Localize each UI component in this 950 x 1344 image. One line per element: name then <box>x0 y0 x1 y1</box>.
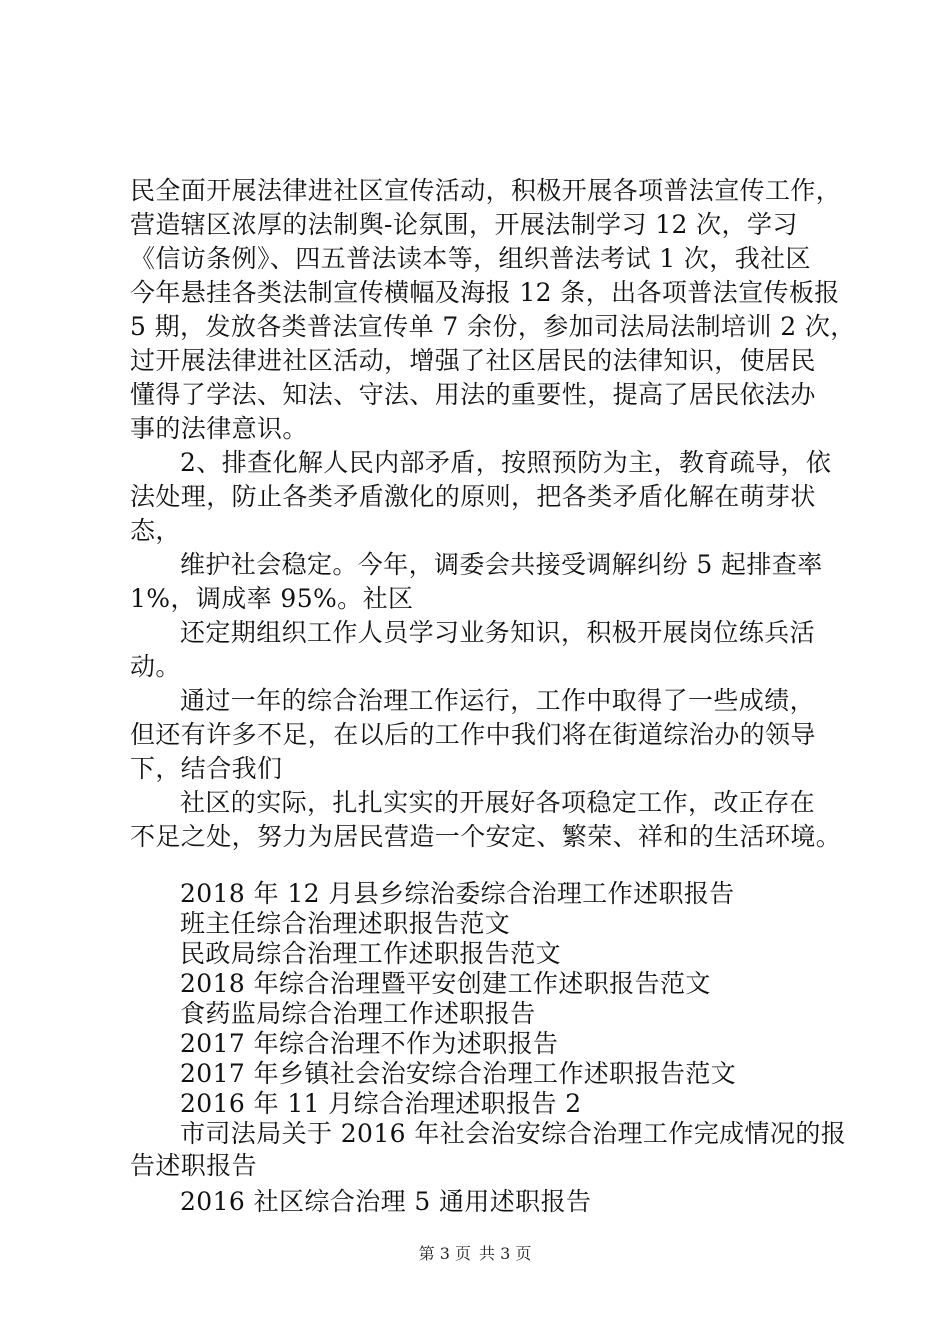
body-line: 事的法律意识。 <box>130 414 308 443</box>
related-link[interactable]: 民政局综合治理工作述职报告范文 <box>180 939 562 968</box>
body-line: 1%，调成率 95%。社区 <box>130 584 414 613</box>
body-line: 动。 <box>130 652 181 681</box>
related-link[interactable]: 2017 年乡镇社会治安综合治理工作述职报告范文 <box>180 1059 737 1088</box>
related-link[interactable]: 2016 社区综合治理 5 通用述职报告 <box>180 1187 592 1216</box>
page-footer <box>0 1244 950 1264</box>
body-line: 还定期组织工作人员学习业务知识，积极开展岗位练兵活 <box>180 618 816 647</box>
body-line: 民全面开展法律进社区宣传活动，积极开展各项普法宣传工作， <box>130 176 842 205</box>
related-link[interactable]: 市司法局关于 2016 年社会治安综合治理工作完成情况的报 <box>180 1119 847 1148</box>
body-line: 过开展法律进社区活动，增强了社区居民的法律知识，使居民 <box>130 346 816 375</box>
body-line: 维护社会稳定。今年，调委会共接受调解纠纷 5 起排查率 <box>180 550 823 579</box>
body-line: 下，结合我们 <box>130 754 283 783</box>
body-line: 2、排查化解人民内部矛盾，按照预防为主，教育疏导，依 <box>180 448 832 477</box>
related-link[interactable]: 告述职报告 <box>130 1151 258 1180</box>
body-line: 营造辖区浓厚的法制舆-论氛围，开展法制学习 12 次，学习 <box>130 210 798 239</box>
body-line: 不足之处，努力为居民营造一个安定、繁荣、祥和的生活环境。 <box>130 822 842 851</box>
related-link[interactable]: 2016 年 11 月综合治理述职报告 2 <box>180 1089 582 1118</box>
body-line: 懂得了学法、知法、守法、用法的重要性，提高了居民依法办 <box>130 380 816 409</box>
related-link[interactable]: 2017 年综合治理不作为述职报告 <box>180 1029 559 1058</box>
page-total: 共 3 页 <box>479 1244 532 1263</box>
page-number: 第 3 页 <box>418 1244 471 1263</box>
body-line: 态， <box>130 516 181 545</box>
body-line: 《信访条例》、四五普法读本等，组织普法考试 1 次，我社区 <box>130 244 811 273</box>
body-line: 社区的实际，扎扎实实的开展好各项稳定工作，改正存在 <box>180 788 816 817</box>
related-link[interactable]: 食药监局综合治理工作述职报告 <box>180 999 536 1028</box>
body-line: 今年悬挂各类法制宣传横幅及海报 12 条，出各项普法宣传板报 <box>130 278 840 307</box>
body-line: 但还有许多不足，在以后的工作中我们将在街道综治办的领导 <box>130 720 816 749</box>
related-link[interactable]: 班主任综合治理述职报告范文 <box>180 909 511 938</box>
related-link[interactable]: 2018 年综合治理暨平安创建工作述职报告范文 <box>180 969 711 998</box>
body-line: 法处理，防止各类矛盾激化的原则，把各类矛盾化解在萌芽状 <box>130 482 816 511</box>
related-link[interactable]: 2018 年 12 月县乡综治委综合治理工作述职报告 <box>180 879 735 908</box>
body-line: 5 期，发放各类普法宣传单 7 余份，参加司法局法制培训 2 次， <box>130 312 856 341</box>
body-line: 通过一年的综合治理工作运行，工作中取得了一些成绩， <box>180 686 816 715</box>
